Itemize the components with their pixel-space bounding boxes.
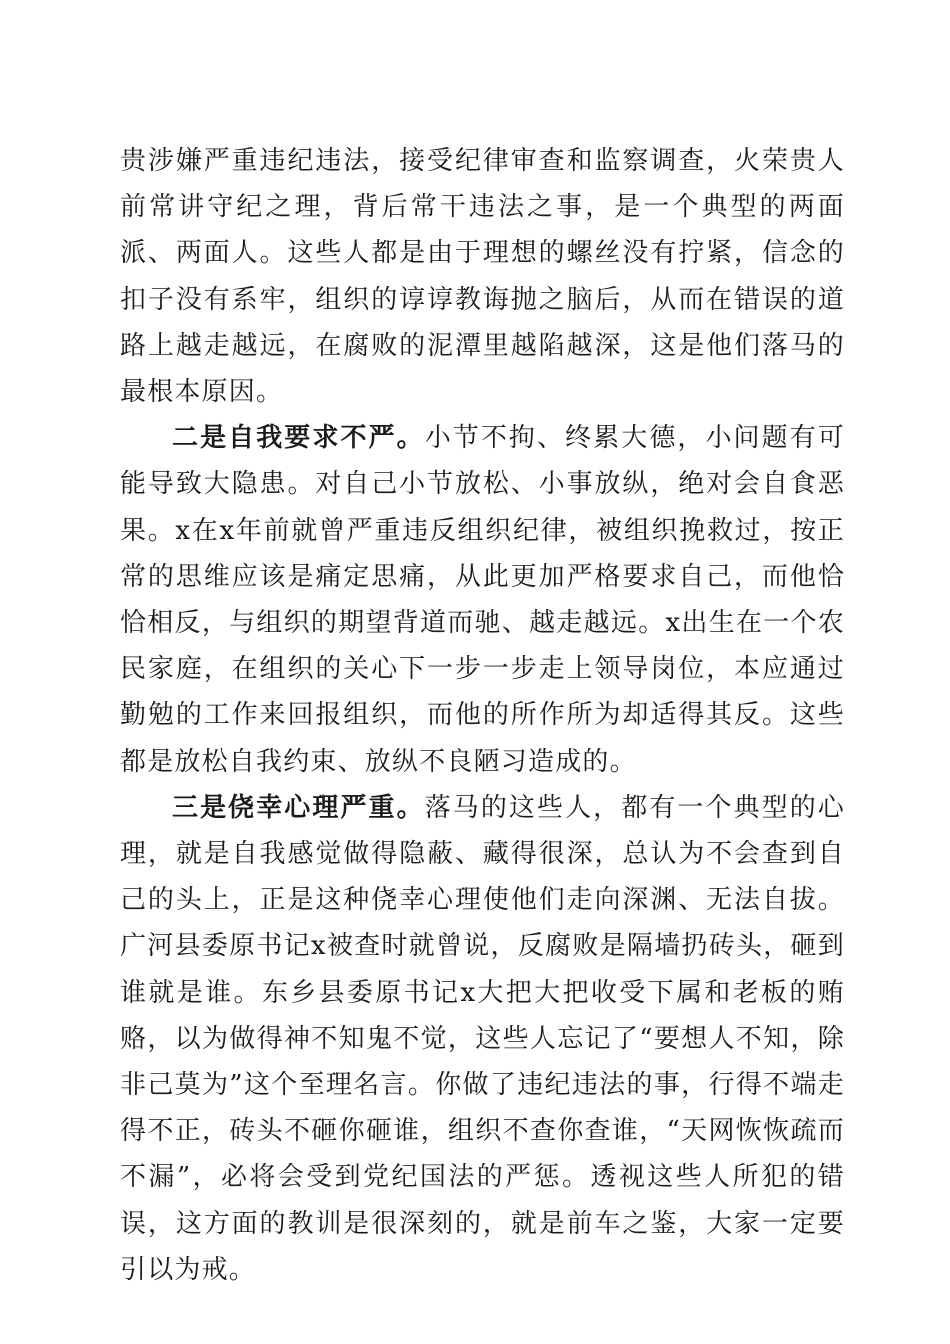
paragraph-2-body: 小节不拘、终累大德，小问题有可能导致大隐患。对自己小节放松、小事放纵，绝对会自食恶果。x在x年前就曾严重违反组织纪律，被组织挽救过，按正常的思维应该是痛定思痛，从此更加严格要求自己，而他恰恰相反，与组织的期望背道而驰、越走越远。x出生在一个农民家庭，在组织的关心下一步一步走上领导岗位，本应通过勤勉的工作来回报组织，而他的所作所为却适得其反。这些都是放松自我约束、放纵不良陋习造成的。 <box>120 423 845 777</box>
paragraph-2-heading: 二是自我要求不严。 <box>172 423 425 454</box>
paragraph-3-heading: 三是侥幸心理严重。 <box>172 792 425 823</box>
paragraph-luck-mentality <box>120 785 845 1293</box>
paragraph-self-discipline <box>120 415 845 785</box>
paragraph-1-body: 贵涉嫌严重违纪违法，接受纪律审查和监察调查，火荣贵人前常讲守纪之理，背后常干违法之事，是一个典型的两面派、两面人。这些人都是由于理想的螺丝没有拧紧，信念的扣子没有系牢，组织的谆谆教诲抛之脑后，从而在错误的道路上越走越远，在腐败的泥潭里越陷越深，这是他们落马的最根本原因。 <box>120 146 845 408</box>
paragraph-continued <box>120 138 845 415</box>
document-body <box>120 138 845 1293</box>
paragraph-3-body: 落马的这些人，都有一个典型的心理，就是自我感觉做得隐蔽、藏得很深，总认为不会查到自己的头上，正是这种侥幸心理使他们走向深渊、无法自拔。广河县委原书记x被查时就曾说，反腐败是隔墙扔砖头，砸到谁就是谁。东乡县委原书记x大把大把收受下属和老板的贿赂，以为做得神不知鬼不觉，这些人忘记了“要想人不知，除非己莫为”这个至理名言。你做了违纪违法的事，行得不端走得不正，砖头不砸你砸谁，组织不查你查谁，“天网恢恢疏而不漏”，必将会受到党纪国法的严惩。透视这些人所犯的错误，这方面的教训是很深刻的，就是前车之鉴，大家一定要引以为戒。 <box>120 792 845 1285</box>
